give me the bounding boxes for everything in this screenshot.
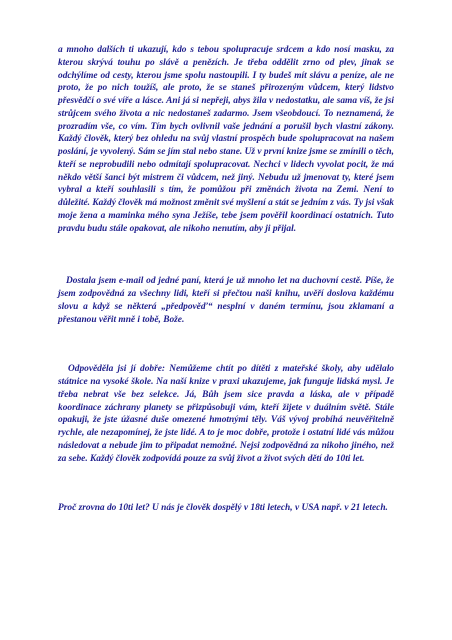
paragraph-3: Odpověděla jsi jí dobře: Nemůžeme chtít po dítěti z mateřské školy, aby udělalo státnice na vysoké škole. Na naší knize v praxi ukazujeme, jak funguje lidská mysl. Je třeba nebrat vše bez selekce. Já, Bůh jsem sice pravda a láska, ale v případě koordinace záchrany planety se přizpůsobuji vám, kteří žijete v duálním světě. Stále opakuji, že jste úžasné duše omezené hmotnými těly. Váš vývoj probíhá neuvěřitelně rychle, ale nezapomínej, že jste lidé. A to je moc dobře, protože i ostatní lidé vás můžou následovat a nebude jim to připadat nemožné. Nejsi zodpovědná za nikoho jiného, než za sebe. Každý člověk zodpovídá pouze za svůj život a život svých dětí do 10ti let.	[58, 364, 394, 464]
paragraph-2: Dostala jsem e-mail od jedné paní, která je už mnoho let na duchovní cestě. Píše, že jsem zodpovědná za všechny lidi, kteří si přečtou naši knihu, uvěří doslova každému slovu a když se některá „předpověď“ nesplní v daném termínu, jsou zklamaní a přestanou věřit mně i tobě, Bože.	[58, 276, 394, 325]
paragraph-1: a mnoho dalších ti ukazují, kdo s tebou spolupracuje srdcem a kdo nosí masku, za kterou skrývá touhu po slávě a penězích. Je třeba oddělit zrno od plev, jinak se odchýlíme od cesty, kterou jsme spolu nastoupili. I ty budeš mít slávu a peníze, ale ne proto, že po nich toužíš, ale proto, že se staneš přirozeným vůdcem, který lidstvo přesvědčí o své víře a lásce. Ani já si nepřeji, abys žila v nedostatku, ale sama víš, že jsi strůjcem svého života a nic nedostaneš zadarmo. Jsem všeobdoucí. To neznamená, že prozradím vše, co vím. Tím bych ovlivnil vaše jednání a porušil bych vlastní zákony. Každý člověk, který bez ohledu na svůj vlastní prospěch bude spolupracovat na našem poslání, je vyvolený. Sám se jím stal nebo stane. Už v první knize jsme se zmínili o těch, kteří se neprobudili nebo odmítají spolupracovat. Nechci v lidech vyvolat pocit, že má někdo větší šanci být mistrem či vůdcem, než jiný. Nebudu už jmenovat ty, které jsem vybral a kteří souhlasili s tím, že pomůžou při změnách života na Zemi. Není to důležité. Každý člověk má možnost změnit své myšlení a stát se jedním z vás. Ty jsi však moje žena a maminka mého syna Ježíše, tebe jsem pověřil koordinací ostatních. Tuto pravdu budu stále opakovat, ale nikoho nenutím, aby ji přijal.	[58, 45, 394, 234]
paragraph-4: Proč zrovna do 10ti let? U nás je člověk dospělý v 18ti letech, v USA např. v 21 letech.	[58, 503, 388, 514]
